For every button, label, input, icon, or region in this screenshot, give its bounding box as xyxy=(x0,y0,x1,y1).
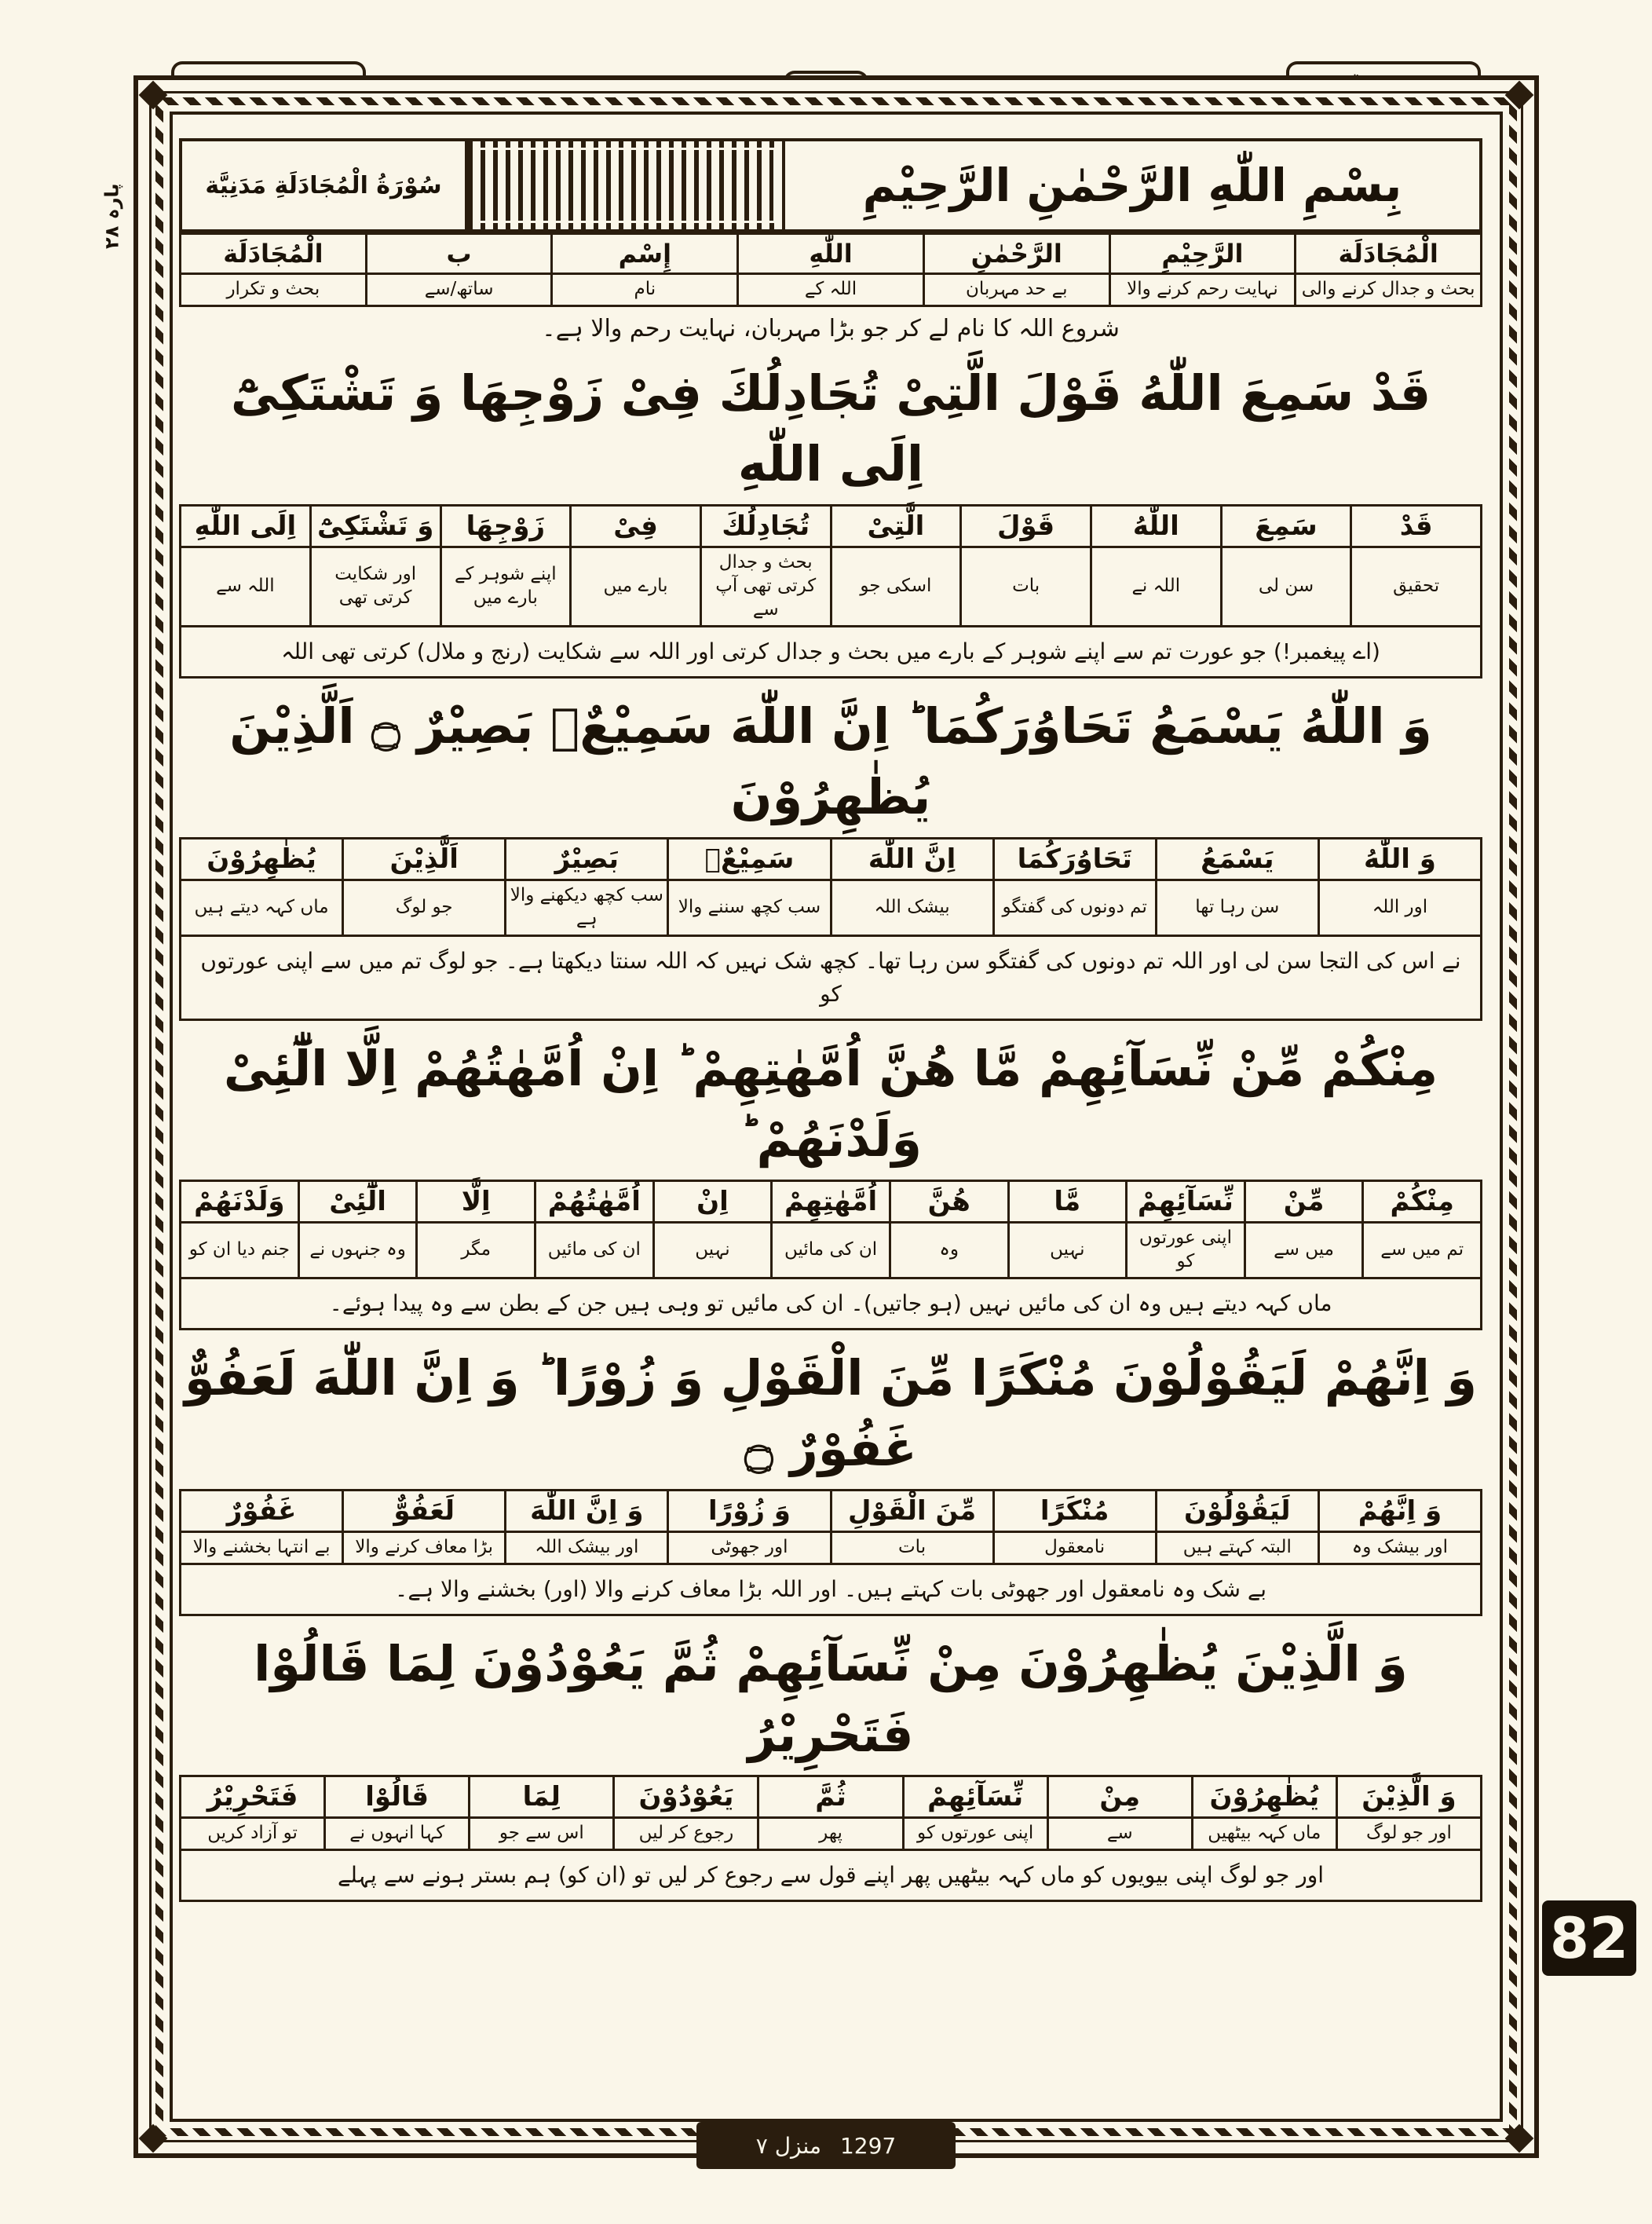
page-number-badge: 82 xyxy=(1542,1900,1636,1976)
word-arabic: سَمِيْعٌۢ xyxy=(668,838,831,880)
word-arabic: لَعَفُوٌّ xyxy=(343,1490,506,1532)
word-arabic: مَّا xyxy=(1008,1180,1127,1223)
table-row-arabic xyxy=(181,1180,1482,1223)
word-urdu: اور بیشک وہ xyxy=(1318,1532,1481,1564)
word-arabic: ثُمَّ xyxy=(758,1776,903,1818)
word-arabic: قَدْ xyxy=(1351,505,1482,547)
word-urdu: میں سے xyxy=(1244,1223,1363,1278)
word-arabic: وَ اِنَّهُمْ xyxy=(1318,1490,1481,1532)
word-arabic: فَتَحْرِيْرُ xyxy=(181,1776,325,1818)
word-arabic: بَصِيْرٌ xyxy=(506,838,668,880)
ayah-translation: ماں کہہ دیتے ہیں وہ ان کی مائیں نہیں (ہو جاتیں)۔ ان کی مائیں تو وہی ہیں جن کے بطن سے وہ پیدا ہوئے۔ xyxy=(179,1279,1482,1330)
word-urdu: ماں کہہ دیتے ہیں xyxy=(181,880,343,936)
word-arabic: اَلَّذِيْنَ xyxy=(343,838,506,880)
footer-manzil-label: منزل ۷ xyxy=(755,2132,821,2159)
word-urdu: سب کچھ سننے والا xyxy=(668,880,831,936)
table-row-urdu xyxy=(181,880,1482,936)
word-arabic: مُنْكَرًا xyxy=(993,1490,1156,1532)
word-urdu: نامعقول xyxy=(993,1532,1156,1564)
word-urdu: بڑا معاف کرنے والا xyxy=(343,1532,506,1564)
word-arabic: قَوْلَ xyxy=(961,505,1091,547)
word-urdu: ساتھ/سے xyxy=(366,274,552,306)
word-urdu: جنم دیا ان کو xyxy=(181,1223,299,1278)
ayah-arabic: وَ اللّٰهُ يَسْمَعُ تَحَاوُرَكُمَا ؕ اِنَّ اللّٰهَ سَمِيْعٌۢ بَصِيْرٌ ۝ اَلَّذِيْنَ يُظٰهِرُوْنَ xyxy=(229,697,1432,825)
footer-page-number: 1297 xyxy=(839,2132,897,2159)
word-arabic: الْمُجَادَلَة xyxy=(1296,234,1482,274)
ayah-block xyxy=(179,1335,1482,1616)
word-arabic: غَفُوْرٌ xyxy=(181,1490,343,1532)
word-urdu: ان کی مائیں xyxy=(535,1223,654,1278)
word-arabic: لِمَا xyxy=(470,1776,614,1818)
word-urdu: بحث و جدال کرنے والی xyxy=(1296,274,1482,306)
word-urdu: البتہ کہتے ہیں xyxy=(1156,1532,1318,1564)
word-urdu: اور شکایت کرتی تھی xyxy=(310,547,440,627)
word-urdu: تو آزاد کریں xyxy=(181,1818,325,1850)
word-urdu: سن لی xyxy=(1221,547,1351,627)
word-arabic: زَوْجِهَا xyxy=(440,505,571,547)
word-urdu: بات xyxy=(831,1532,993,1564)
table-row-urdu xyxy=(181,1532,1482,1564)
word-urdu: مگر xyxy=(417,1223,535,1278)
table-row-arabic xyxy=(181,1776,1482,1818)
word-arabic: قَالُوْا xyxy=(325,1776,470,1818)
word-arabic: اُمَّهٰتِهِمْ xyxy=(772,1180,890,1223)
ayah-translation: اور جو لوگ اپنی بیویوں کو ماں کہہ بیٹھیں پھر اپنے قول سے رجوع کر لیں تو (ان کو) ہم بستر ہونے سے پہلے xyxy=(179,1851,1482,1902)
word-urdu: نہیں xyxy=(1008,1223,1127,1278)
word-urdu: تم میں سے xyxy=(1363,1223,1482,1278)
word-arabic: مِنْكُمْ xyxy=(1363,1180,1482,1223)
word-table xyxy=(179,837,1482,937)
ornament-band xyxy=(465,141,782,229)
word-arabic: نِّسَآئِهِمْ xyxy=(1127,1180,1245,1223)
table-row-arabic xyxy=(181,1490,1482,1532)
word-urdu: تم دونوں کی گفتگو xyxy=(993,880,1156,936)
ayah-arabic: مِنْكُمْ مِّنْ نِّسَآئِهِمْ مَّا هُنَّ اُمَّهٰتِهِمْ ؕ اِنْ اُمَّهٰتُهُمْ اِلَّا الّٰٓئِىْ وَلَدْنَهُمْ ؕ xyxy=(223,1039,1438,1168)
word-arabic: ب xyxy=(366,234,552,274)
word-table xyxy=(179,1489,1482,1565)
word-arabic: تَحَاوُرَكُمَا xyxy=(993,838,1156,880)
word-arabic: إِسْم xyxy=(552,234,738,274)
word-urdu: اس سے جو xyxy=(470,1818,614,1850)
word-urdu: بحث و جدال کرتی تھی آپ سے xyxy=(700,547,831,627)
basmala-word-table xyxy=(179,232,1482,307)
word-arabic: يُظٰهِرُوْنَ xyxy=(1192,1776,1336,1818)
word-urdu: نہایت رحم کرنے والا xyxy=(1109,274,1296,306)
word-urdu: پھر xyxy=(758,1818,903,1850)
table-row-urdu xyxy=(181,274,1482,306)
word-arabic: الَّتِىْ xyxy=(831,505,961,547)
word-urdu: نام xyxy=(552,274,738,306)
ayah-translation: بے شک وہ نامعقول اور جھوٹی بات کہتے ہیں۔ اور اللہ بڑا معاف کرنے والا (اور) بخشنے والا ہے۔ xyxy=(179,1565,1482,1616)
ayah-arabic: قَدْ سَمِعَ اللّٰهُ قَوْلَ الَّتِىْ تُجَادِلُكَ فِىْ زَوْجِهَا وَ تَشْتَكِىْٓ اِلَى اللّٰهِ xyxy=(230,364,1431,492)
table-row-urdu xyxy=(181,547,1482,627)
word-urdu: ان کی مائیں xyxy=(772,1223,890,1278)
word-urdu: وہ جنہوں نے xyxy=(298,1223,417,1278)
word-urdu: اور جھوٹی xyxy=(668,1532,831,1564)
ayah-arabic: وَ اِنَّهُمْ لَيَقُوْلُوْنَ مُنْكَرًا مِّنَ الْقَوْلِ وَ زُوْرًا ؕ وَ اِنَّ اللّٰهَ لَعَفُوٌّ غَفُوْرٌ ۝ xyxy=(185,1348,1477,1477)
word-arabic: مِّنَ الْقَوْلِ xyxy=(831,1490,993,1532)
word-urdu: بحث و تکرار xyxy=(181,274,367,306)
page-content xyxy=(179,138,1482,2089)
word-arabic: اُمَّهٰتُهُمْ xyxy=(535,1180,654,1223)
word-arabic: اِلَى اللّٰهِ xyxy=(181,505,311,547)
ayah-block xyxy=(179,350,1482,679)
table-row-urdu xyxy=(181,1818,1482,1850)
word-table xyxy=(179,1775,1482,1851)
word-urdu: نہیں xyxy=(653,1223,772,1278)
word-arabic: يَعُوْدُوْنَ xyxy=(614,1776,758,1818)
footer-plate xyxy=(696,2122,956,2169)
word-arabic: اِنَّ اللّٰهَ xyxy=(831,838,993,880)
word-urdu: بے انتہا بخشنے والا xyxy=(181,1532,343,1564)
word-urdu: سے xyxy=(1047,1818,1192,1850)
word-urdu: اپنی عورتوں کو xyxy=(1127,1223,1245,1278)
ayah-block xyxy=(179,1621,1482,1902)
word-arabic: نِّسَآئِهِمْ xyxy=(903,1776,1047,1818)
word-arabic: تُجَادِلُكَ xyxy=(700,505,831,547)
word-urdu: سن رہا تھا xyxy=(1156,880,1318,936)
ayah-arabic: وَ الَّذِيْنَ يُظٰهِرُوْنَ مِنْ نِّسَآئِهِمْ ثُمَّ يَعُوْدُوْنَ لِمَا قَالُوْا فَتَحْرِيْرُ xyxy=(254,1635,1408,1764)
word-arabic: لَيَقُوْلُوْنَ xyxy=(1156,1490,1318,1532)
word-urdu: اللہ نے xyxy=(1091,547,1221,627)
word-arabic: الّٰٓئِىْ xyxy=(298,1180,417,1223)
word-urdu: اپنے شوہر کے بارے میں xyxy=(440,547,571,627)
ayah-translation: (اے پیغمبر!) جو عورت تم سے اپنے شوہر کے بارے میں بحث و جدال کرتی اور اللہ سے شکایت (رنج و ملال) کرتی تھی اللہ xyxy=(179,627,1482,679)
word-urdu: اللہ کے xyxy=(738,274,924,306)
word-urdu: اور بیشک اللہ xyxy=(506,1532,668,1564)
word-arabic: اِلَّا xyxy=(417,1180,535,1223)
word-arabic: وَ اللّٰهُ xyxy=(1318,838,1481,880)
word-arabic: اِنْ xyxy=(653,1180,772,1223)
word-urdu: وہ xyxy=(890,1223,1008,1278)
word-arabic: وَ الَّذِيْنَ xyxy=(1336,1776,1481,1818)
word-arabic: فِىْ xyxy=(571,505,701,547)
surah-title: سُوْرَةُ الْمُجَادَلَةِ مَدَنِیَّة xyxy=(205,171,442,199)
basmala-band xyxy=(179,138,1482,232)
word-urdu: بیشک اللہ xyxy=(831,880,993,936)
word-arabic: يُظٰهِرُوْنَ xyxy=(181,838,343,880)
word-urdu: کہا انہوں نے xyxy=(325,1818,470,1850)
table-row-arabic xyxy=(181,234,1482,274)
basmala-text: بِسْمِ اللّٰهِ الرَّحْمٰنِ الرَّحِيْمِ xyxy=(782,141,1479,229)
word-urdu: بے حد مہربان xyxy=(923,274,1109,306)
word-urdu: اللہ سے xyxy=(181,547,311,627)
table-row-arabic xyxy=(181,838,1482,880)
word-urdu: رجوع کر لیں xyxy=(614,1818,758,1850)
side-para-label: پارہ ۲۸ xyxy=(101,183,123,249)
word-urdu: ماں کہہ بیٹھیں xyxy=(1192,1818,1336,1850)
word-arabic: الرَّحِيْمِ xyxy=(1109,234,1296,274)
word-urdu: اور اللہ xyxy=(1318,880,1481,936)
word-urdu: سب کچھ دیکھنے والا ہے xyxy=(506,880,668,936)
word-urdu: اور جو لوگ xyxy=(1336,1818,1481,1850)
word-arabic: وَ تَشْتَكِىْٓ xyxy=(310,505,440,547)
ayah-block xyxy=(179,683,1482,1021)
word-urdu: اپنی عورتوں کو xyxy=(903,1818,1047,1850)
word-arabic: اللّٰهِ xyxy=(738,234,924,274)
word-arabic: الرَّحْمٰنِ xyxy=(923,234,1109,274)
word-arabic: الْمُجَادَلَة xyxy=(181,234,367,274)
word-table xyxy=(179,504,1482,627)
word-urdu: اسکی جو xyxy=(831,547,961,627)
word-urdu: جو لوگ xyxy=(343,880,506,936)
word-arabic: مِّنْ xyxy=(1244,1180,1363,1223)
word-urdu: بات xyxy=(961,547,1091,627)
ayah-translation: نے اس کی التجا سن لی اور اللہ تم دونوں کی گفتگو سن رہا تھا۔ کچھ شک نہیں کہ اللہ سنتا دیکھتا ہے۔ جو لوگ تم میں سے اپنی عورتوں کو xyxy=(179,937,1482,1021)
word-urdu: تحقیق xyxy=(1351,547,1482,627)
word-arabic: هُنَّ xyxy=(890,1180,1008,1223)
table-row-arabic xyxy=(181,505,1482,547)
word-arabic: مِنْ xyxy=(1047,1776,1192,1818)
word-urdu: بارے میں xyxy=(571,547,701,627)
table-row-urdu xyxy=(181,1223,1482,1278)
word-arabic: يَسْمَعُ xyxy=(1156,838,1318,880)
word-arabic: وَلَدْنَهُمْ xyxy=(181,1180,299,1223)
word-arabic: اللّٰهُ xyxy=(1091,505,1221,547)
basmala-translation: شروع اللہ کا نام لے کر جو بڑا مہربان، نہایت رحم والا ہے۔ xyxy=(542,314,1120,342)
word-arabic: سَمِعَ xyxy=(1221,505,1351,547)
word-arabic: وَ اِنَّ اللّٰهَ xyxy=(506,1490,668,1532)
word-arabic: وَ زُوْرًا xyxy=(668,1490,831,1532)
ayah-block xyxy=(179,1026,1482,1330)
word-table xyxy=(179,1180,1482,1279)
